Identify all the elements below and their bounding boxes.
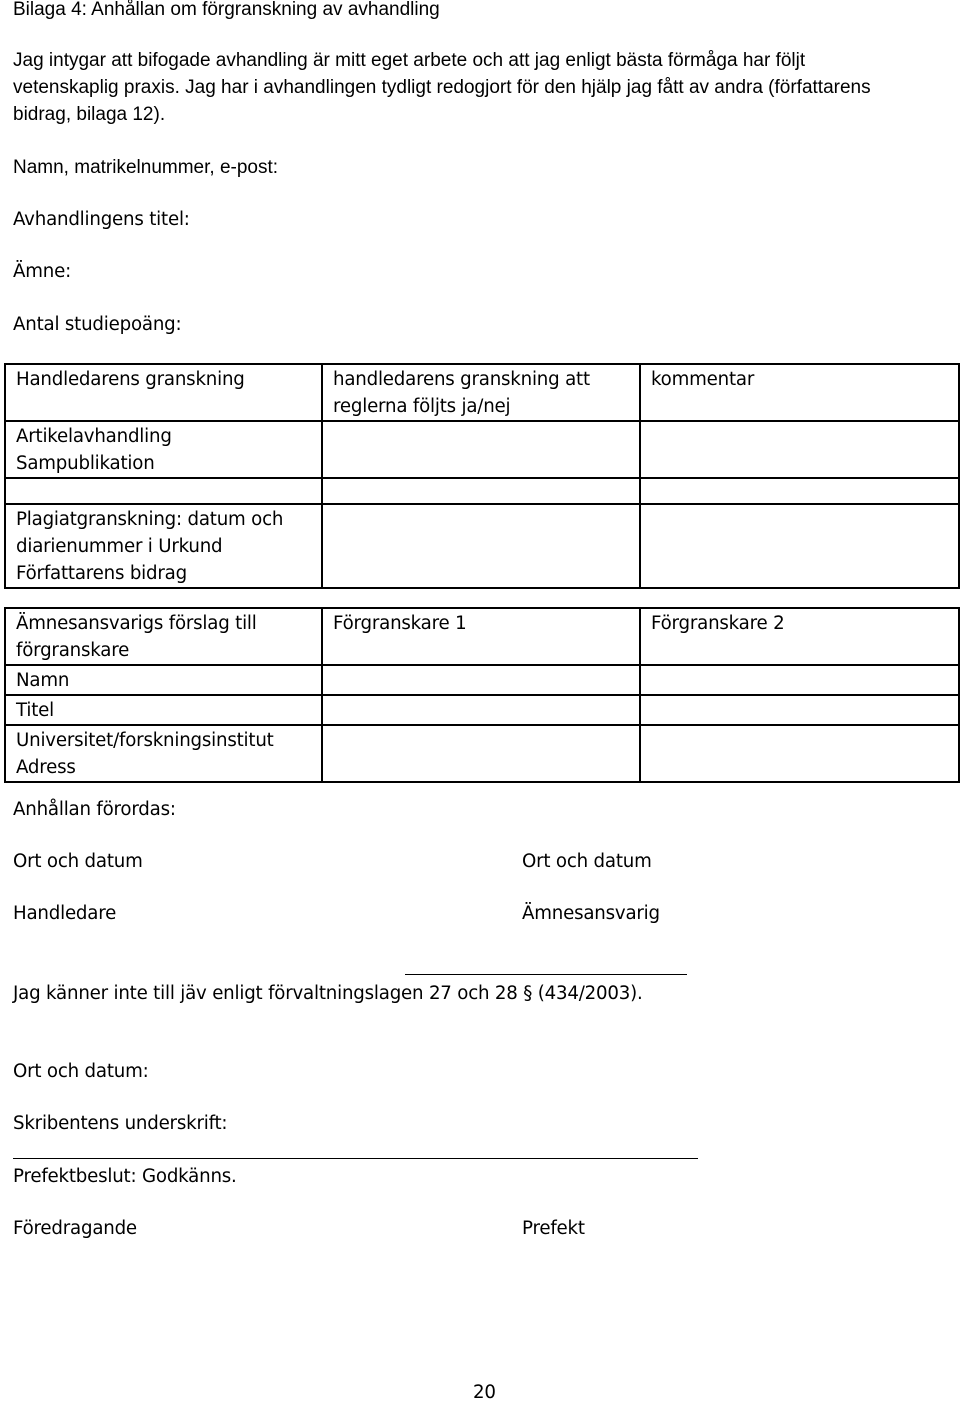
intro-line-3: bidrag, bilaga 12). bbox=[13, 104, 166, 125]
request-label: Anhållan förordas: bbox=[13, 799, 176, 820]
cell-reviewer-2-name[interactable] bbox=[640, 665, 959, 695]
label-university-address: Universitet/forskningsinstitut Adress bbox=[5, 725, 322, 782]
signature-place-date: Ort och datum: bbox=[13, 1061, 149, 1082]
page-number: 20 bbox=[473, 1382, 496, 1403]
cell-rules-answer[interactable] bbox=[322, 421, 640, 478]
field-credits-label: Antal studiepoäng: bbox=[13, 314, 182, 335]
header-reviewer-1: Förgranskare 1 bbox=[322, 608, 640, 665]
cell-reviewer-1-title[interactable] bbox=[322, 695, 640, 725]
header-comment: kommentar bbox=[640, 364, 959, 421]
cell-empty bbox=[640, 478, 959, 504]
table-row bbox=[5, 695, 959, 725]
row-plagiarism-check: Plagiatgranskning: datum och diarienummer i Urkund Författarens bidrag bbox=[5, 504, 322, 588]
cell-reviewer-2-title[interactable] bbox=[640, 695, 959, 725]
page-heading: Bilaga 4: Anhållan om förgranskning av avhandling bbox=[13, 0, 440, 20]
header-supervisor-review: Handledarens granskning bbox=[5, 364, 322, 421]
signature-rule-2 bbox=[13, 1158, 698, 1159]
row-article-thesis: Artikelavhandling Sampublikation bbox=[5, 421, 322, 478]
presenter-label: Föredragande bbox=[13, 1218, 137, 1239]
subject-responsible-label: Ämnesansvarig bbox=[522, 903, 660, 924]
table-row bbox=[5, 504, 959, 588]
cell-empty bbox=[5, 478, 322, 504]
intro-line-2: vetenskaplig praxis. Jag har i avhandlingen tydligt redogjort för den hjälp jag fått av andra (författarens bbox=[13, 77, 871, 98]
table-row bbox=[5, 421, 959, 478]
field-subject-label: Ämne: bbox=[13, 261, 72, 282]
cell-reviewer-1-name[interactable] bbox=[322, 665, 640, 695]
intro-line-1: Jag intygar att bifogade avhandling är mitt eget arbete och att jag enligt bästa förmåga har följt bbox=[13, 50, 806, 71]
table-row bbox=[5, 478, 959, 504]
field-name-label: Namn, matrikelnummer, e-post: bbox=[13, 157, 279, 178]
label-title: Titel bbox=[5, 695, 322, 725]
header-rules-followed: handledarens granskning att reglerna följts ja/nej bbox=[322, 364, 640, 421]
cell-reviewer-2-institution[interactable] bbox=[640, 725, 959, 782]
cell-plagiarism-answer[interactable] bbox=[322, 504, 640, 588]
head-of-department-label: Prefekt bbox=[522, 1218, 585, 1239]
table-row bbox=[5, 665, 959, 695]
reviewer-proposal-table bbox=[4, 607, 960, 783]
field-thesis-title-label: Avhandlingens titel: bbox=[13, 209, 190, 230]
supervisor-label: Handledare bbox=[13, 903, 117, 924]
conflict-declaration: Jag känner inte till jäv enligt förvaltningslagen 27 och 28 § (434/2003). bbox=[13, 983, 643, 1004]
reviewer-proposal-label: Ämnesansvarigs förslag till förgranskare bbox=[5, 608, 322, 665]
table-row bbox=[5, 725, 959, 782]
supervisor-review-table bbox=[4, 363, 960, 589]
place-date-right: Ort och datum bbox=[522, 851, 652, 872]
writer-signature-label: Skribentens underskrift: bbox=[13, 1113, 228, 1134]
cell-empty bbox=[322, 478, 640, 504]
cell-plagiarism-comment[interactable] bbox=[640, 504, 959, 588]
signature-rule-1 bbox=[405, 974, 687, 975]
table-row bbox=[5, 608, 959, 665]
place-date-left: Ort och datum bbox=[13, 851, 143, 872]
cell-reviewer-1-institution[interactable] bbox=[322, 725, 640, 782]
table-row bbox=[5, 364, 959, 421]
head-decision-label: Prefektbeslut: Godkänns. bbox=[13, 1166, 237, 1187]
header-reviewer-2: Förgranskare 2 bbox=[640, 608, 959, 665]
cell-comment[interactable] bbox=[640, 421, 959, 478]
label-name: Namn bbox=[5, 665, 322, 695]
